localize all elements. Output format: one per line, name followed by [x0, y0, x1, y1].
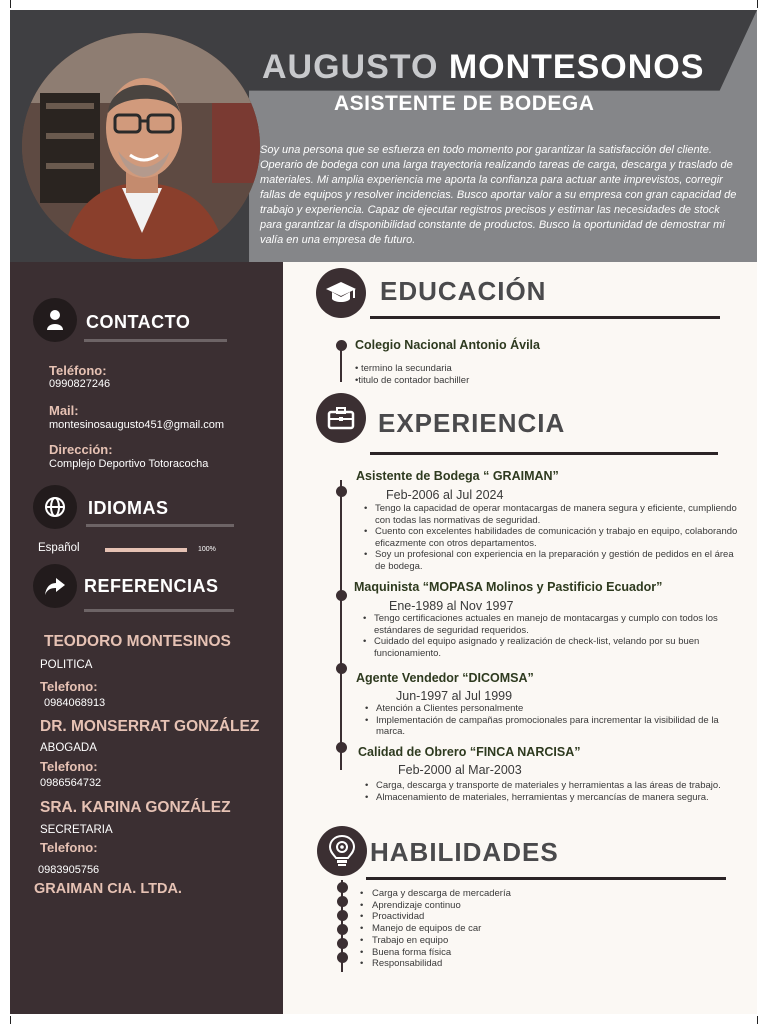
lightbulb-gear-icon: [317, 826, 367, 876]
skills-timeline-dot: [337, 882, 348, 893]
reference-3-phone-label: Telefono:: [40, 840, 98, 855]
skills-divider: [366, 877, 726, 880]
education-timeline-dot: [336, 340, 347, 351]
first-name: AUGUSTO: [262, 48, 439, 86]
education-school: Colegio Nacional Antonio Ávila: [355, 338, 540, 352]
skill-item: • Proactividad: [358, 911, 511, 923]
reference-company: GRAIMAN CIA. LTDA.: [34, 881, 182, 897]
education-details: [355, 363, 469, 387]
references-title: REFERENCIAS: [84, 576, 219, 596]
reference-3-phone: 0983905756: [38, 864, 100, 876]
skills-timeline-dot: [337, 952, 348, 963]
job-3-dates: Jun-1997 al Jul 1999: [396, 689, 513, 703]
crop-mark: [10, 1016, 11, 1024]
education-detail: • termino la secundaria: [355, 363, 452, 374]
language-level-bar: [105, 548, 187, 552]
languages-title: IDIOMAS: [88, 498, 169, 518]
reference-2-name: DR. MONSERRAT GONZÁLEZ: [40, 718, 260, 735]
skills-timeline-dot: [337, 910, 348, 921]
reference-2-phone: 0986564732: [40, 777, 102, 789]
job-4-title: Calidad de Obrero “FINCA NARCISA”: [358, 745, 581, 759]
education-title: EDUCACIÓN: [380, 276, 547, 306]
profile-photo: [22, 33, 260, 259]
job-2-dates: Ene-1989 al Nov 1997: [389, 599, 514, 613]
job-2-bullets: [360, 613, 742, 659]
job-2-title: Maquinista “MOPASA Molinos y Pastificio Ecuador”: [354, 580, 663, 594]
job-4-bullets: [362, 780, 742, 803]
experience-timeline-dot: [336, 663, 347, 674]
skill-item: • Responsabilidad: [358, 958, 511, 970]
last-name: MONTESONOS: [448, 48, 705, 86]
contact-divider: [84, 339, 227, 342]
experience-timeline-dot: [336, 590, 347, 601]
job-bullet: • Almacenamiento de materiales, herramientas y mercancías de manera segura.: [362, 792, 742, 804]
address-label: Dirección:: [49, 442, 113, 457]
crop-mark: [10, 0, 11, 8]
mail-value: montesinosaugusto451@gmail.com: [49, 419, 225, 431]
profile-summary: Soy una persona que se esfuerza en todo momento por garantizar la satisfacción del cliente. Operario de bodega con una larga trayectoria realizando tareas de carga, descarga y traslado de materiales. Mi amplia experiencia me aporta la confianza para actuar ante imprevistos, corregir fallas de equipos y resolver incidencias. Busco aportar valor a su empresa con gran capacidad de trabajo y experiencia. Capaz de ejecutar registros precisos y estimar las necesidades de stock para garantizar la disponibilidad constante de productos. Busco la oportunidad de demostrar mi valía en una empresa de futuro.: [260, 144, 737, 246]
phone-value: 0990827246: [49, 378, 111, 390]
address-value: Complejo Deportivo Totoracocha: [49, 458, 209, 470]
skill-item: • Trabajo en equipo: [358, 935, 511, 947]
share-arrow-icon: [33, 564, 77, 608]
job-bullet: • Cuento con excelentes habilidades de comunicación y trabajo en equipo, colaborando eficazmente con otros departamentos.: [361, 526, 743, 549]
reference-2-role: ABOGADA: [40, 742, 97, 754]
job-bullet: • Implementación de campañas promocionales para incrementar la visibilidad de la marca.: [362, 715, 742, 738]
job-1-dates: Feb-2006 al Jul 2024: [386, 488, 504, 502]
experience-title: EXPERIENCIA: [378, 408, 566, 438]
job-bullet: • Atención a Clientes personalmente: [362, 703, 742, 715]
references-divider: [84, 609, 234, 612]
experience-timeline-dot: [336, 742, 347, 753]
globe-icon: [33, 485, 77, 529]
person-icon: [33, 298, 77, 342]
skills-title: HABILIDADES: [370, 837, 559, 867]
language-name: Español: [38, 542, 80, 554]
job-bullet: • Cuidado del equipo asignado y realización de check-list, velando por su buen funcionamiento.: [360, 636, 742, 659]
contact-title: CONTACTO: [86, 312, 191, 332]
reference-1-phone-label: Telefono:: [40, 679, 98, 694]
skills-timeline-dot: [337, 896, 348, 907]
crop-mark: [757, 0, 758, 8]
skill-item: • Manejo de equipos de car: [358, 923, 511, 935]
skill-item: • Aprendizaje continuo: [358, 900, 511, 912]
skill-item: • Carga y descarga de mercadería: [358, 888, 511, 900]
reference-1-phone: 0984068913: [44, 697, 106, 709]
job-bullet: • Tengo certificaciones actuales en manejo de montacargas y cumplo con todos los estándares de seguridad requeridos.: [360, 613, 742, 636]
skill-item: • Buena forma física: [358, 947, 511, 959]
full-name: [262, 48, 704, 87]
job-3-title: Agente Vendedor “DICOMSA”: [356, 671, 534, 685]
education-detail: •titulo de contador bachiller: [355, 375, 470, 386]
job-1-title: Asistente de Bodega “ GRAIMAN”: [356, 469, 559, 483]
job-title: ASISTENTE DE BODEGA: [334, 92, 595, 115]
skills-timeline-dot: [337, 938, 348, 949]
job-bullet: • Soy un profesional con experiencia en la preparación y gestión de pedidos en el área de bodega.: [361, 549, 743, 572]
job-1-bullets: [361, 503, 743, 573]
reference-1-role: POLITICA: [40, 659, 93, 671]
education-divider: [370, 316, 720, 319]
experience-timeline: [340, 480, 342, 770]
job-3-bullets: [362, 703, 742, 738]
experience-timeline-dot: [336, 486, 347, 497]
phone-label: Teléfono:: [49, 363, 107, 378]
languages-divider: [86, 524, 234, 527]
job-bullet: • Tengo la capacidad de operar montacargas de manera segura y eficiente, cumpliendo con todas las normativas de seguridad.: [361, 503, 743, 526]
crop-mark: [757, 1016, 758, 1024]
language-level-fill: [105, 548, 187, 552]
reference-3-role: SECRETARIA: [40, 824, 113, 836]
reference-1-name: TEODORO MONTESINOS: [44, 633, 231, 650]
mail-label: Mail:: [49, 403, 79, 418]
job-bullet: • Carga, descarga y transporte de materiales y herramientas a las áreas de trabajo.: [362, 780, 742, 792]
briefcase-icon: [316, 393, 366, 443]
skills-timeline-dot: [337, 924, 348, 935]
experience-divider: [370, 452, 718, 455]
graduation-cap-icon: [316, 268, 366, 318]
reference-3-name: SRA. KARINA GONZÁLEZ: [40, 799, 231, 816]
skills-list: [358, 888, 511, 970]
language-level-label: 100%: [198, 546, 216, 553]
profile-portrait-illustration: [22, 33, 260, 259]
reference-2-phone-label: Telefono:: [40, 759, 98, 774]
job-4-dates: Feb-2000 al Mar-2003: [398, 763, 522, 777]
